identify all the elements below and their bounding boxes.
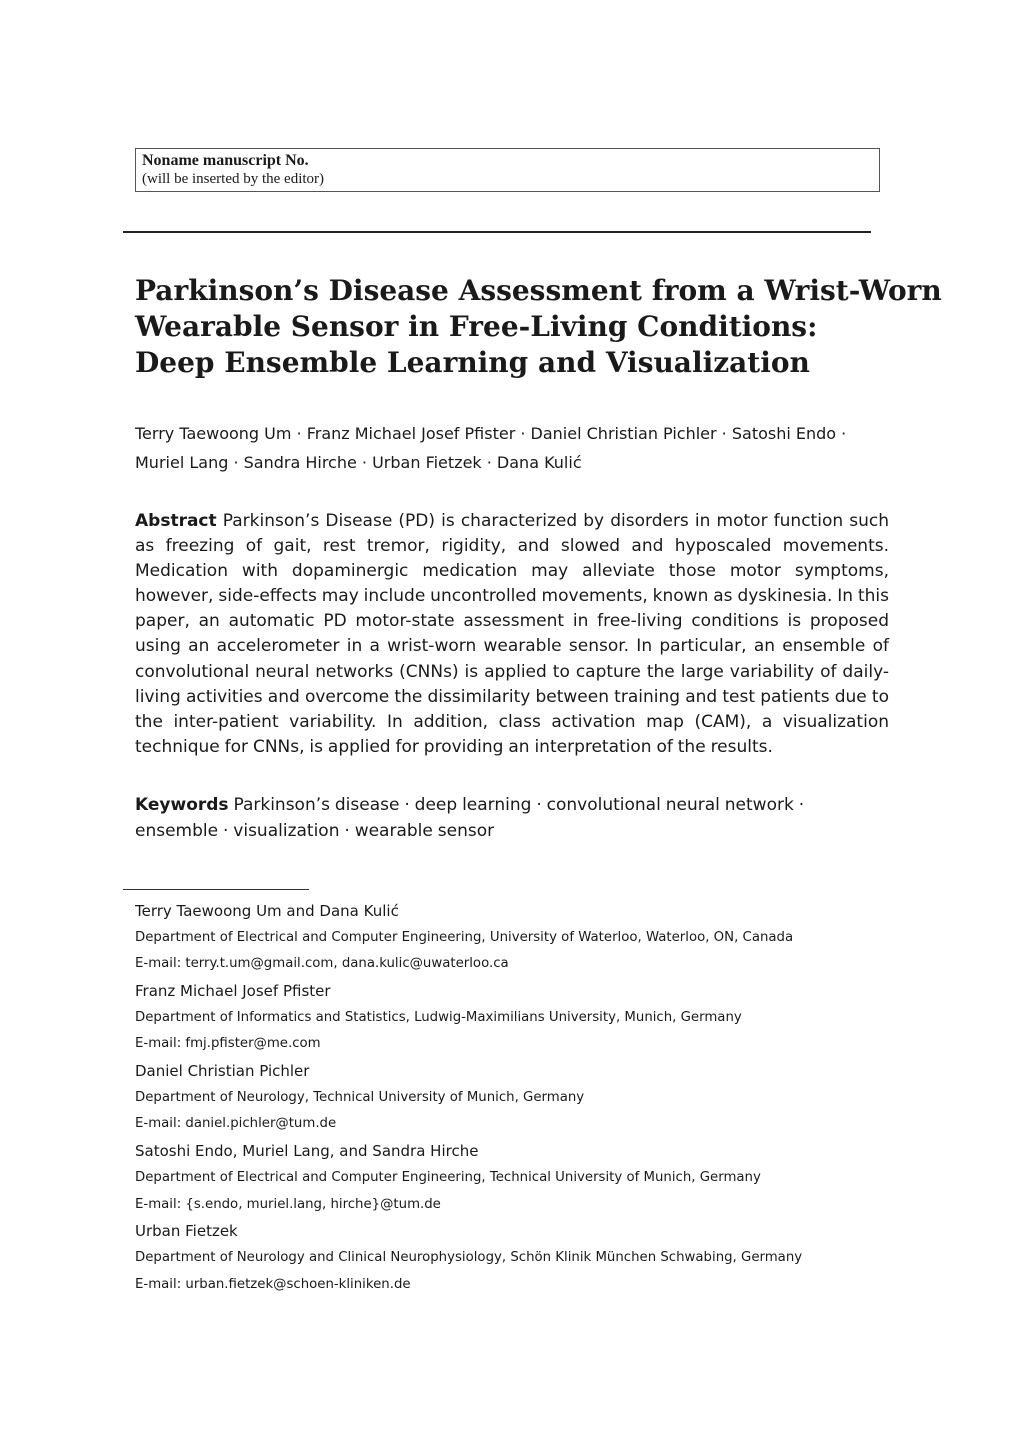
affiliation-block — [135, 898, 935, 978]
affiliation-department: Department of Neurology, Technical University of Munich, Germany — [135, 1089, 585, 1105]
editor-note: (will be inserted by the editor) — [142, 171, 325, 187]
title-line: Wearable Sensor in Free-Living Conditions: — [135, 310, 818, 343]
affiliation-block — [135, 978, 935, 1058]
author-line: Terry Taewoong Um · Franz Michael Josef Pfister · Daniel Christian Pichler · Satoshi Endo · — [135, 424, 847, 443]
keywords-text: Parkinson’s disease · deep learning · convolutional neural network · ensemble · visualization · wearable sensor — [135, 795, 805, 841]
affiliation-department: Department of Informatics and Statistics, Ludwig-Maximilians University, Munich, Germany — [135, 1009, 742, 1025]
affiliation-department: Department of Neurology and Clinical Neurophysiology, Schön Klinik München Schwabing, Germany — [135, 1249, 803, 1265]
author-line: Muriel Lang · Sandra Hirche · Urban Fietzek · Dana Kulić — [135, 453, 582, 472]
title-line: Parkinson’s Disease Assessment from a Wrist-Worn — [135, 274, 942, 307]
keywords-label: Keywords — [135, 795, 229, 815]
affiliation-block — [135, 1058, 935, 1138]
affiliation-authors: Urban Fietzek — [135, 1222, 238, 1241]
abstract — [135, 509, 889, 760]
abstract-label: Abstract — [135, 511, 217, 531]
affiliation-block — [135, 1218, 935, 1298]
affiliation-department: Department of Electrical and Computer Engineering, Technical University of Munich, Germany — [135, 1169, 761, 1185]
affiliation-email: E-mail: terry.t.um@gmail.com, dana.kulic@uwaterloo.ca — [135, 956, 509, 972]
paper-title — [135, 273, 942, 381]
footnote-rule — [123, 889, 309, 890]
affiliation-email: E-mail: daniel.pichler@tum.de — [135, 1116, 337, 1132]
affiliation-authors: Daniel Christian Pichler — [135, 1062, 310, 1081]
affiliations — [135, 898, 935, 1298]
affiliation-department: Department of Electrical and Computer Engineering, University of Waterloo, Waterloo, ON, Canada — [135, 929, 794, 945]
keywords — [135, 793, 889, 844]
affiliation-block — [135, 1138, 935, 1218]
affiliation-email: E-mail: fmj.pfister@me.com — [135, 1036, 321, 1052]
affiliation-authors: Terry Taewoong Um and Dana Kulić — [135, 902, 399, 920]
header-rule — [123, 231, 871, 233]
title-line: Deep Ensemble Learning and Visualization — [135, 346, 810, 379]
abstract-text: Parkinson’s Disease (PD) is characterized by disorders in motor function such as freezing of gait, rest tremor, rigidity, and slowed and hyposcaled movements. Medication with dopaminergic medication may alleviate those motor symptoms, however, side-effects may include uncontrolled movements, known as dyskinesia. In this paper, an automatic PD motor-state assessment in free-living conditions is proposed using an accelerometer in a wrist-worn wearable sensor. In particular, an ensemble of convolutional neural networks (CNNs) is applied to capture the large variability of daily-living activities and overcome the dissimilarity between training and test patients due to the inter-patient variability. In addition, class activation map (CAM), a visualization technique for CNNs, is applied for providing an interpretation of the results. — [135, 511, 889, 757]
manuscript-number-label: Noname manuscript No. — [142, 152, 309, 169]
affiliation-email: E-mail: {s.endo, muriel.lang, hirche}@tum.de — [135, 1196, 441, 1212]
affiliation-authors: Franz Michael Josef Pfister — [135, 982, 331, 1001]
editor-notice-box — [135, 148, 880, 192]
affiliation-authors: Satoshi Endo, Muriel Lang, and Sandra Hirche — [135, 1142, 479, 1161]
author-list — [135, 419, 895, 477]
affiliation-email: E-mail: urban.fietzek@schoen-kliniken.de — [135, 1276, 411, 1292]
